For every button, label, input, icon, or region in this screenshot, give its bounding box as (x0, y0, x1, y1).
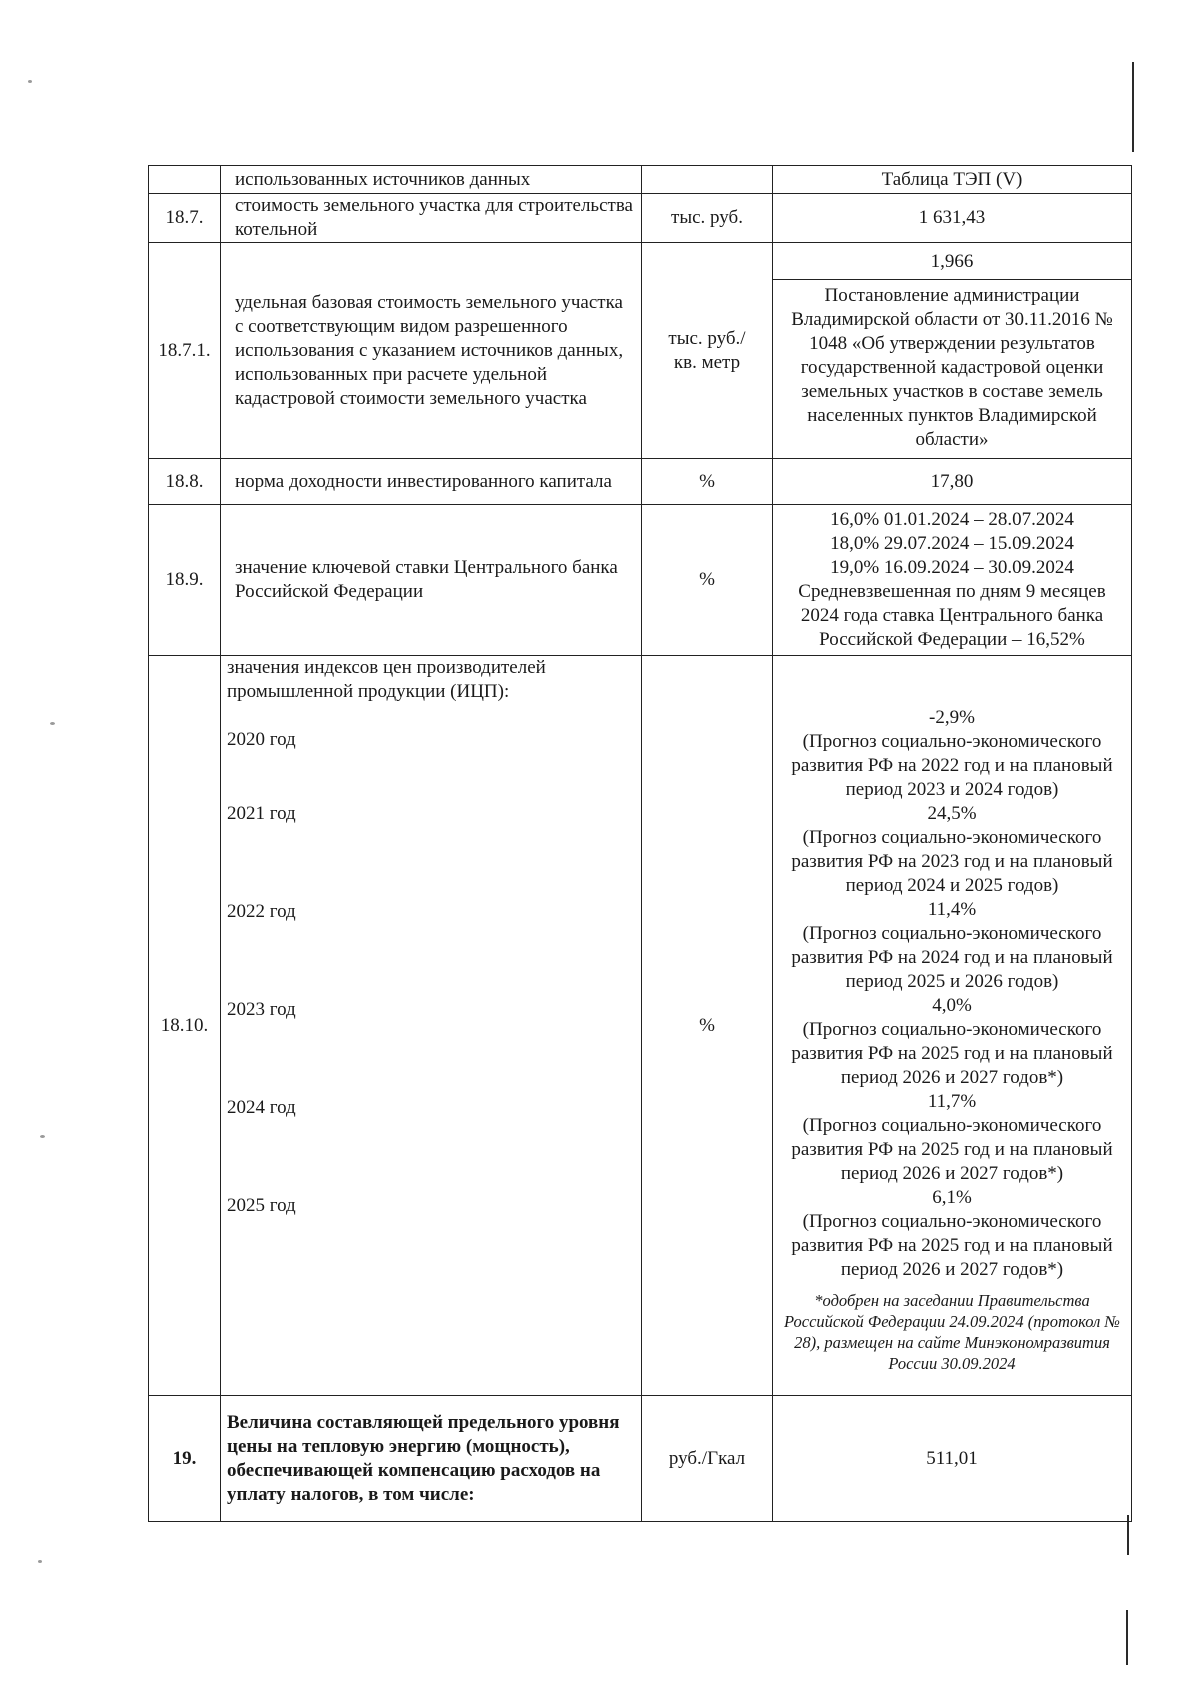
row-value: 17,80 (773, 459, 1132, 505)
table-row (149, 656, 1132, 1396)
row-number (149, 166, 221, 194)
scan-speck (50, 722, 55, 725)
year-label: 2025 год (227, 1195, 296, 1216)
ipc-entry (779, 706, 1125, 802)
row-name: Величина составляющей предельного уровня цены на тепловую энергию (мощность), обеспечивающей компенсацию расходов на уплату налогов, в том числе: (221, 1396, 642, 1522)
rate-line: 19,0% 16.09.2024 – 30.09.2024 (830, 557, 1074, 578)
ipc-source: (Прогноз социально-экономического развития РФ на 2025 год и на плановый период 2026 и 2027 годов*) (791, 1115, 1113, 1184)
ipc-source: (Прогноз социально-экономического развития РФ на 2025 год и на плановый период 2026 и 2027 годов*) (791, 1211, 1113, 1280)
ipc-value: 6,1% (932, 1187, 972, 1208)
ipc-entry (779, 802, 1125, 898)
ipc-value: 11,7% (927, 1091, 977, 1112)
row-unit: % (642, 505, 773, 656)
row-number: 18.8. (149, 459, 221, 505)
table-row (149, 1396, 1132, 1522)
year-label: 2024 год (227, 1097, 296, 1118)
ipc-source: (Прогноз социально-экономического развития РФ на 2023 год и на плановый период 2024 и 2025 годов) (791, 827, 1113, 896)
row-number: 19. (149, 1396, 221, 1522)
scan-edge-line-top (1132, 62, 1134, 152)
row-unit (642, 166, 773, 194)
row-number: 18.10. (149, 656, 221, 1396)
ipc-source: (Прогноз социально-экономического развития РФ на 2025 год и на плановый период 2026 и 2027 годов*) (791, 1019, 1113, 1088)
ipc-value: 24,5% (927, 803, 977, 824)
ipc-entry (779, 1090, 1125, 1186)
row-unit (642, 243, 773, 459)
ipc-value: 4,0% (932, 995, 972, 1016)
table-row (149, 243, 1132, 459)
row-value-cell (773, 505, 1132, 656)
scan-edge-line-bottom (1126, 1610, 1128, 1665)
year-label: 2020 год (227, 729, 296, 750)
row-number: 18.7.1. (149, 243, 221, 459)
ipc-entry (779, 898, 1125, 994)
row-name: норма доходности инвестированного капитала (221, 459, 642, 505)
row-name: удельная базовая стоимость земельного участка с соответствующим видом разрешенного использования с указанием источников данных, использованных при расчете удельной кадастровой стоимости земельного участка (221, 243, 642, 459)
row-name: использованных источников данных (221, 166, 642, 194)
year-label: 2022 год (227, 901, 296, 922)
row-name: стоимость земельного участка для строительства котельной (221, 194, 642, 243)
ipc-value: -2,9% (929, 707, 975, 728)
year-label: 2021 год (227, 803, 296, 824)
row-number: 18.9. (149, 505, 221, 656)
ipc-source: (Прогноз социально-экономического развития РФ на 2024 год и на плановый период 2025 и 2026 годов) (791, 923, 1113, 992)
scan-speck (40, 1135, 45, 1138)
ipc-years (227, 656, 635, 1292)
row-value-cell (773, 243, 1132, 459)
value-source: Постановление администрации Владимирской области от 30.11.2016 № 1048 «Об утверждении результатов государственной кадастровой оценки земельных участков в составе земель населенных пунктов Владимирской области» (791, 285, 1113, 450)
year-label: 2023 год (227, 999, 296, 1020)
row-unit: % (642, 459, 773, 505)
scan-speck (28, 80, 32, 83)
row-name: значение ключевой ставки Центрального банка Российской Федерации (221, 505, 642, 656)
row-number: 18.7. (149, 194, 221, 243)
unit-line: кв. метр (673, 351, 741, 373)
ipc-entry (779, 1186, 1125, 1282)
row-unit: руб./Гкал (642, 1396, 773, 1522)
scan-speck (38, 1560, 42, 1563)
row-value: 511,01 (773, 1396, 1132, 1522)
row-value: 1,966 (773, 245, 1131, 280)
table-row (149, 166, 1132, 194)
table-row (149, 194, 1132, 243)
table-row (149, 505, 1132, 656)
ipc-source: (Прогноз социально-экономического развития РФ на 2022 год и на плановый период 2023 и 2024 годов) (791, 731, 1113, 800)
row-unit: % (642, 656, 773, 1396)
row-name-cell (221, 656, 642, 1396)
footnote: *одобрен на заседании Правительства Российской Федерации 24.09.2024 (протокол № 28), размещен на сайте Минэкономразвития России 30.09.2024 (784, 1291, 1120, 1373)
table-caption: Таблица ТЭП (V) (773, 166, 1132, 194)
rate-summary: Средневзвешенная по дням 9 месяцев 2024 года ставка Центрального банка Российской Федерации – 16,52% (798, 581, 1106, 650)
row-value: 1 631,43 (773, 194, 1132, 243)
table-row (149, 459, 1132, 505)
ipc-entry (779, 994, 1125, 1090)
row-name: значения индексов цен производителей промышленной продукции (ИЦП): (227, 657, 546, 702)
unit-line: тыс. руб./ (668, 327, 746, 349)
row-unit: тыс. руб. (642, 194, 773, 243)
tep-table (148, 165, 1132, 1522)
rate-line: 18,0% 29.07.2024 – 15.09.2024 (830, 533, 1074, 554)
rate-line: 16,0% 01.01.2024 – 28.07.2024 (830, 509, 1074, 530)
row-value-cell (773, 656, 1132, 1396)
ipc-value: 11,4% (927, 899, 977, 920)
